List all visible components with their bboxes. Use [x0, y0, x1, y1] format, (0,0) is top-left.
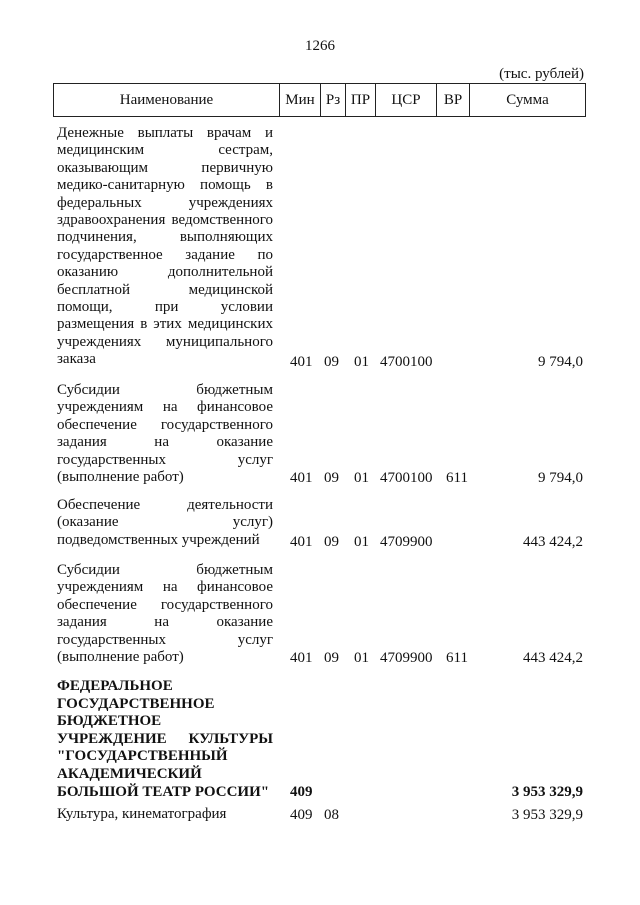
cell-csr: 4709900 [380, 534, 433, 550]
cell-min: 409 [290, 784, 313, 800]
cell-pr: 01 [354, 534, 369, 550]
cell-min: 409 [290, 807, 313, 823]
header-pr: ПР [346, 84, 376, 116]
cell-rz: 09 [324, 470, 339, 486]
header-name: Наименование [54, 84, 280, 116]
cell-rz: 09 [324, 534, 339, 550]
cell-pr: 01 [354, 470, 369, 486]
cell-min: 401 [290, 650, 313, 666]
cell-sum: 443 424,2 [523, 650, 583, 666]
cell-sum: 443 424,2 [523, 534, 583, 550]
row-name: Субсидии бюджетным учреждениям на финансовое обеспечение государственного задания на оказание государственных услуг (выполнение работ) [57, 562, 273, 666]
cell-vr: 611 [446, 650, 468, 666]
header-min: Мин [280, 84, 321, 116]
row-name: Денежные выплаты врачам и медицинским сестрам, оказывающим первичную медико-санитарную помощь в федеральных учреждениях здравоохранения ведомственного подчинения, выполняющих государственное задание по оказанию дополнительной бесплатной медицинской помощи, при условии размещения в этих медицинских учреждениях муниципального заказа [57, 125, 273, 368]
page-number: 1266 [305, 38, 335, 54]
cell-csr: 4709900 [380, 650, 433, 666]
cell-csr: 4700100 [380, 354, 433, 370]
header-csr: ЦСР [376, 84, 437, 116]
row-name: Субсидии бюджетным учреждениям на финансовое обеспечение государственного задания на оказание государственных услуг (выполнение работ) [57, 382, 273, 486]
cell-pr: 01 [354, 650, 369, 666]
cell-rz: 09 [324, 650, 339, 666]
cell-sum: 3 953 329,9 [511, 807, 583, 823]
cell-min: 401 [290, 470, 313, 486]
cell-min: 401 [290, 354, 313, 370]
header-rz: Рз [321, 84, 346, 116]
cell-rz: 08 [324, 807, 339, 823]
row-name: Обеспечение деятельности (оказание услуг) подведомственных учреждений [57, 497, 273, 548]
cell-min: 401 [290, 534, 313, 550]
table-header [53, 83, 586, 117]
cell-vr: 611 [446, 470, 468, 486]
units-label: (тыс. рублей) [499, 66, 584, 82]
cell-sum: 9 794,0 [538, 470, 583, 486]
header-vr: ВР [437, 84, 470, 116]
row-name: ФЕДЕРАЛЬНОЕ ГОСУДАРСТВЕННОЕ БЮДЖЕТНОЕ УЧРЕЖДЕНИЕ КУЛЬТУРЫ "ГОСУДАРСТВЕННЫЙ АКАДЕМИЧЕСКИЙ БОЛЬШОЙ ТЕАТР РОССИИ" [57, 678, 273, 800]
header-sum: Сумма [506, 91, 549, 108]
cell-pr: 01 [354, 354, 369, 370]
cell-rz: 09 [324, 354, 339, 370]
cell-sum: 3 953 329,9 [511, 784, 583, 800]
cell-csr: 4700100 [380, 470, 433, 486]
row-name: Культура, кинематография [57, 806, 227, 822]
cell-sum: 9 794,0 [538, 354, 583, 370]
